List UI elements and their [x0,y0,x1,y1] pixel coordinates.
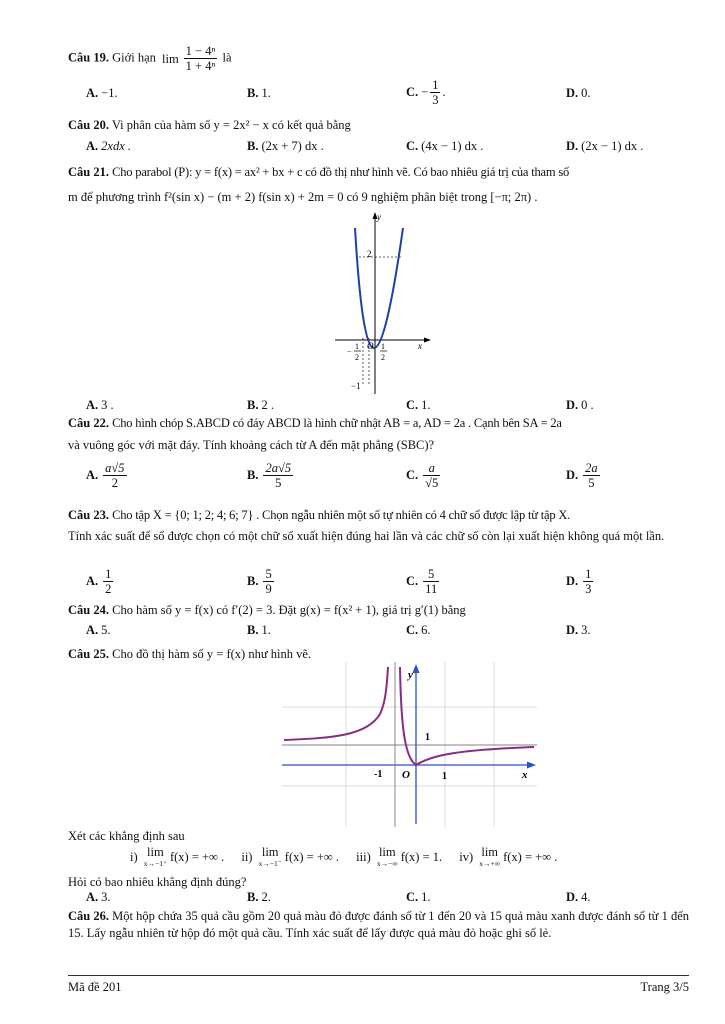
option-key: A. [86,574,99,588]
q19-c-fraction [430,78,440,107]
lim-sub: x→−1⁻ [258,859,282,868]
q20-text: Vi phân của hàm số y = 2x² − x có kết quả bằng [111,118,351,132]
stmt-1-label: i) [130,849,138,864]
q25-option-d[interactable] [566,890,591,905]
option-fraction [263,461,293,490]
option-key: D. [566,468,579,482]
frac-num: 5 [423,567,439,582]
y-arrow [413,664,420,673]
frac-num: 1 [585,567,592,581]
stmt-1-lim [144,846,167,870]
q19-lim [162,53,179,65]
lim-word: lim [481,845,499,859]
q24-text: Cho hàm số y = f(x) có f′(2) = 3. Đặt g(x) = f(x² + 1), giá trị g′(1) bằng [112,603,466,617]
option-value: 3. [581,623,591,637]
q24-option-a[interactable] [86,623,111,638]
option-key: A. [86,139,99,153]
option-fraction [423,461,440,490]
option-fraction [423,567,439,596]
x-tick-1: 1 [442,771,447,782]
option-key: D. [566,139,579,153]
q19-option-a[interactable] [86,86,118,101]
q19-c-num: 1 [432,78,439,92]
stmt-4-lim [479,846,500,870]
frac-num: 5 [265,567,272,581]
q23-option-d[interactable] [566,567,595,596]
q19-label: Câu 19. [68,50,109,65]
frac-den: 5 [588,476,595,490]
option-value: 4. [581,890,591,904]
option-key: C. [406,623,419,637]
option-key: D. [566,86,579,100]
option-value: 3. [101,890,111,904]
q23-line1: Cho tập X = {0; 1; 2; 4; 6; 7} . Chọn ngẫu nhiên một số tự nhiên có 4 chữ số được lập từ tập X. [112,508,571,522]
q25-option-b[interactable] [247,890,271,905]
q23-option-b[interactable] [247,567,276,596]
option-key: C. [406,139,419,153]
option-value: 0. [581,86,591,100]
option-value: 3 . [101,398,114,412]
q19-den: 1 + 4ⁿ [185,59,216,73]
q25-statements [130,846,689,870]
frac-den: 5 [275,476,282,490]
option-key: C. [406,890,419,904]
frac-den: 9 [265,582,272,596]
q25-gridlines [282,662,537,827]
q22-option-a[interactable] [86,461,129,490]
q25-ask [68,874,689,890]
frac-num: a√5 [105,461,125,475]
x-tick-half-den: 2 [381,353,385,362]
q25-option-c[interactable] [406,890,431,905]
lim-word: lim [378,845,396,859]
left-branch [284,667,388,740]
q23-line2: Tính xác suất để số được chọn có một chữ số xuất hiện đúng hai lần và các chữ số còn lại xuất hiện không quá một lần. [68,529,665,543]
option-value: (4x − 1) dx . [421,139,484,153]
y-label: y [377,212,381,222]
q26-text: Một hộp chứa 35 quả cầu gồm 20 quả màu đỏ được đánh số từ 1 đến 20 và 15 quả màu xanh được đánh số từ 1 đến 15. Lấy ngẫu nhiên từ hộp đó một quả cầu. Tính xác suất để lấy được quả màu đỏ hoặc ghi số lẻ. [68,909,690,940]
q21-line1: Cho parabol (P): y = f(x) = ax² + bx + c có đồ thị như hình vẽ. Có bao nhiêu giá trị của tham số [112,165,570,179]
option-fraction [583,461,600,490]
q24-option-c[interactable] [406,623,431,638]
q22-option-d[interactable] [566,461,602,490]
q19-option-d[interactable] [566,86,591,101]
q24-option-d[interactable] [566,623,591,638]
q22-label: Câu 22. [68,416,109,430]
frac-num: 2a√5 [265,461,292,475]
option-value: 1. [261,86,271,100]
right-branch [400,667,534,765]
option-value: 0 . [581,398,594,412]
option-key: A. [86,86,99,100]
frac-den: √5 [425,476,439,490]
option-value: 2 . [261,398,274,412]
option-fraction [103,461,126,490]
q22-stem-line2 [68,437,689,453]
q20-stem [68,117,689,133]
q20-option-b[interactable] [247,139,324,154]
q19-option-c[interactable] [406,78,446,107]
frac-den: 2 [105,582,112,596]
q25-option-a[interactable] [86,890,111,905]
q22-option-c[interactable] [406,461,442,490]
q19-text: Giới hạn [112,50,156,65]
stmt-2-body: f(x) = +∞ . [284,849,340,864]
option-key: D. [566,623,579,637]
q26-stem [68,908,689,941]
option-value: 6. [421,623,431,637]
exam-code: Mã đề 201 [68,980,122,994]
q20-option-d[interactable] [566,139,643,154]
y-tick-1: 1 [425,732,430,743]
lim-word: lim [162,51,179,66]
option-key: B. [247,623,259,637]
option-key: C. [406,574,419,588]
y-tick-2: 2 [367,249,372,259]
page-number: Trang 3/5 [640,980,689,994]
q23-option-a[interactable] [86,567,115,596]
stmt-3-lim [377,846,398,870]
q21-stem-line1 [68,164,689,180]
option-key: C. [406,398,419,412]
option-value: (2x + 7) dx . [261,139,324,153]
option-key: B. [247,86,259,100]
option-value: − [421,85,429,99]
q24-label: Câu 24. [68,603,109,617]
y-label: y [408,669,413,681]
parabola-curve [355,228,403,348]
option-key: B. [247,468,259,482]
stmt-3-body: f(x) = 1. [400,849,443,864]
option-key: C. [406,468,419,482]
stmt-4-body: f(x) = +∞ . [503,849,558,864]
lim-word: lim [147,845,164,859]
option-key: A. [86,890,99,904]
q21-option-c[interactable] [406,398,431,413]
q26-label: Câu 26. [68,909,109,923]
x-label: x [522,769,528,781]
q22-line2: và vuông góc với mặt đáy. Tính khoảng cách từ A đến mặt phẳng (SBC)? [68,438,435,452]
q21-line2: m để phương trình f²(sin x) − (m + 2) f(sin x) + 2m = 0 có 9 nghiệm phân biệt trong [−π; 2π) . [68,190,538,204]
neg-sign: − [347,347,352,356]
option-key: D. [566,574,579,588]
page-footer [68,975,689,994]
q21-label: Câu 21. [68,165,109,179]
q20-label: Câu 20. [68,118,109,132]
option-key: B. [247,139,259,153]
x-arrow [527,762,536,769]
frac-den: 3 [585,582,592,596]
option-key: B. [247,890,259,904]
q22-option-b[interactable] [247,461,295,490]
x-tick-neg1: -1 [374,769,383,780]
frac-num: 1 [105,567,112,581]
stmt-3-label: iii) [356,849,371,864]
q20-option-a[interactable] [86,139,131,154]
q19-option-b[interactable] [247,86,271,101]
option-key: D. [566,890,579,904]
stmt-2-label: ii) [241,849,253,864]
q23-stem-line1 [68,507,689,523]
option-fraction [103,567,113,596]
option-key: A. [86,468,99,482]
q25-stem [68,646,689,662]
origin-label: O [402,769,410,781]
q19-tail: là [222,50,232,65]
q23-stem-line2 [68,528,689,544]
q21-option-d[interactable] [566,398,594,413]
option-key: B. [247,398,259,412]
lim-sub: x→−∞ [376,859,398,868]
q24-option-b[interactable] [247,623,271,638]
q23-label: Câu 23. [68,508,109,522]
option-value: 2. [261,890,271,904]
option-value: (2x − 1) dx . [581,139,644,153]
frac-num: 2a [585,461,598,475]
option-value: 5. [101,623,111,637]
q20-option-c[interactable] [406,139,483,154]
q25-text: Cho đồ thị hàm số y = f(x) như hình vẽ. [112,647,311,661]
q21-option-a[interactable] [86,398,114,413]
q21-stem-line2 [68,189,689,205]
x-label: x [418,341,422,351]
q22-stem-line1 [68,415,689,431]
q19-num: 1 − 4ⁿ [185,44,216,58]
option-value: 1. [261,623,271,637]
q19-c-den: 3 [432,93,439,107]
option-fraction [583,567,593,596]
lim-sub: x→−1⁺ [143,859,167,868]
x-tick-half-num: 1 [381,342,385,351]
stmt-1-body: f(x) = +∞ . [169,849,225,864]
q25-statements-intro [68,828,689,844]
option-value: 1. [421,890,431,904]
option-key: A. [86,398,99,412]
option-key: B. [247,574,259,588]
q25-ask-text: Hỏi có bao nhiêu khẳng định đúng? [68,875,247,889]
lim-word: lim [261,845,279,859]
q21-option-b[interactable] [247,398,274,413]
stmt-4-label: iv) [459,849,474,864]
lim-sub: x→+∞ [479,859,501,868]
x-tick-neghalf-den: 2 [355,353,359,362]
q25-function-graph [282,662,542,827]
q19-stem [68,44,689,73]
x-tick-neghalf-num: 1 [355,342,359,351]
option-value: −1. [101,86,118,100]
stmt-2-lim [259,846,282,870]
x-arrow [424,338,431,343]
option-value: 1. [421,398,431,412]
q25-label: Câu 25. [68,647,109,661]
q21-parabola-graph [325,208,435,398]
q22-line1: Cho hình chóp S.ABCD có đáy ABCD là hình chữ nhật AB = a, AD = 2a . Cạnh bên SA = 2a [112,416,562,430]
option-fraction [263,567,273,596]
frac-den: 2 [111,476,118,490]
q25-stmt-intro: Xét các khẳng định sau [68,829,185,843]
y-tick-neg1: −1 [351,381,361,391]
origin-label: O [367,341,374,351]
option-value: 2xdx . [101,139,132,153]
frac-num: a [423,461,440,476]
option-key: A. [86,623,99,637]
q23-option-c[interactable] [406,567,441,596]
frac-den: 11 [425,582,438,596]
q24-stem [68,602,689,618]
option-key: D. [566,398,579,412]
option-key: C. [406,85,419,99]
q19-fraction [184,44,218,73]
q19-c-tail: . [442,85,446,99]
